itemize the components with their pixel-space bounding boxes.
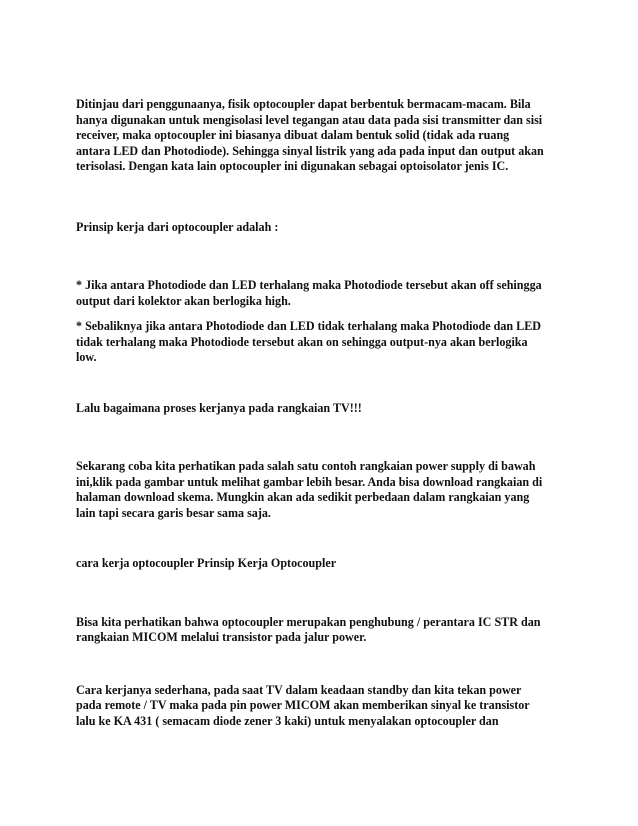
paragraph-optocoupler-bridge (76, 615, 566, 646)
text-line: * Sebaliknya jika antara Photodiode dan LED tidak terhalang maka Photodiode dan LED (76, 319, 542, 333)
paragraph-image-caption (76, 556, 566, 572)
paragraph-principle-heading (76, 220, 566, 236)
text-line: Lalu bagaimana proses kerjanya pada rangkaian TV!!! (76, 400, 362, 415)
text-line: ini,klik pada gambar untuk melihat gambar lebih besar. Anda bisa download rangkaian di (76, 474, 543, 489)
text-line: rangkaian MICOM melalui transistor pada jalur power. (76, 630, 367, 644)
text-line: antara LED dan Photodiode). Sehingga sinyal listrik yang ada pada input dan output akan (76, 143, 544, 158)
document-page (76, 97, 566, 729)
text-line: pada remote / TV maka pada pin power MICOM akan memberikan sinyal ke transistor (76, 698, 530, 712)
text-line: hanya digunakan untuk mengisolasi level tegangan atau data pada sisi transmitter dan sisi (76, 112, 543, 127)
text-line: * Jika antara Photodiode dan LED terhalang maka Photodiode tersebut akan off sehingga (76, 278, 542, 292)
text-line: lain tapi secara garis besar sama saja. (76, 505, 271, 520)
paragraph-working-method (76, 683, 566, 730)
text-line: Cara kerjanya sederhana, pada saat TV dalam keadaan standby dan kita tekan power (76, 682, 522, 697)
paragraph-unblocked-case (76, 319, 566, 366)
text-line: receiver, maka optocoupler ini biasanya dibuat dalam bentuk solid (tidak ada ruang (76, 128, 510, 142)
text-line: Prinsip kerja dari optocoupler adalah : (76, 219, 279, 234)
text-line: lalu ke KA 431 ( semacam diode zener 3 kaki) untuk menyalakan optocoupler dan (76, 713, 499, 728)
text-line: low. (76, 350, 97, 364)
text-line: tidak terhalang maka Photodiode tersebut akan on sehingga output-nya akan berlogika (76, 334, 528, 349)
paragraph-blocked-case (76, 278, 566, 309)
text-line: halaman download skema. Mungkin akan ada sedikit perbedaan dalam rangkaian yang (76, 490, 530, 504)
text-line: Ditinjau dari penggunaanya, fisik optocoupler dapat berbentuk bermacam-macam. Bila (76, 97, 531, 111)
text-line: Bisa kita perhatikan bahwa optocoupler merupakan penghubung / perantara IC STR dan (76, 614, 541, 629)
paragraph-power-supply (76, 459, 566, 521)
text-line: cara kerja optocoupler Prinsip Kerja Optocoupler (76, 556, 337, 570)
text-line: output dari kolektor akan berlogika high. (76, 293, 291, 308)
paragraph-tv-question (76, 401, 566, 417)
paragraph-intro (76, 97, 566, 175)
text-line: Sekarang coba kita perhatikan pada salah satu contoh rangkaian power supply di bawah (76, 459, 536, 473)
text-line: terisolasi. Dengan kata lain optocoupler ini digunakan sebagai optoisolator jenis IC. (76, 159, 509, 173)
